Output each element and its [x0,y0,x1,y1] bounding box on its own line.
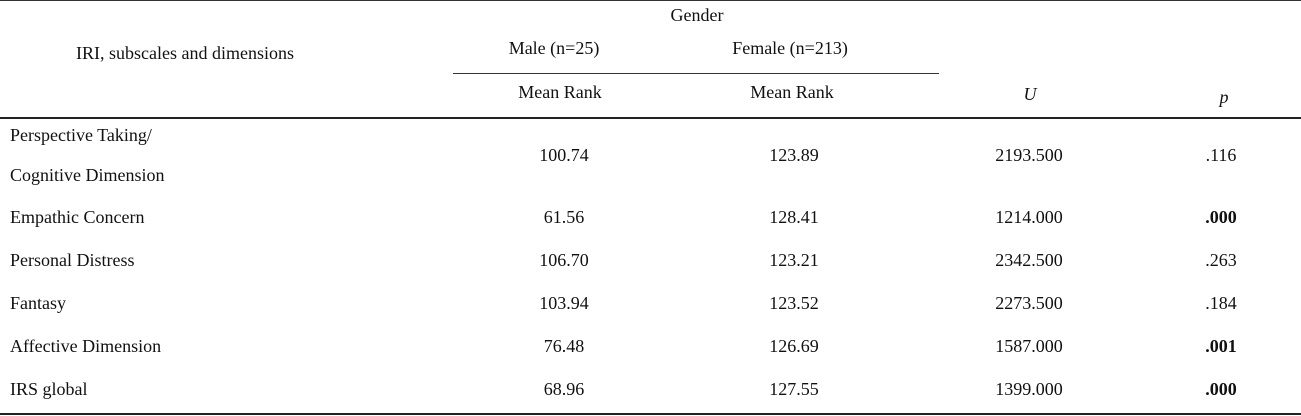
u-header: U [1023,84,1037,104]
u-value: 1399.000 [995,379,1063,399]
top-rule [0,0,1301,1]
u-value: 1214.000 [995,207,1063,227]
male-value: 106.70 [539,250,589,270]
female-mean-rank-header: Mean Rank [750,82,834,102]
male-value: 100.74 [539,145,589,165]
p-value: .263 [1205,250,1237,270]
row-label: Fantasy [10,293,66,313]
u-value: 2342.500 [995,250,1063,270]
female-value: 123.21 [769,250,819,270]
male-value: 68.96 [543,379,585,399]
u-value: 1587.000 [995,336,1063,356]
row-label: Perspective Taking/ [10,125,152,145]
row-label: IRS global [10,379,88,399]
female-value: 123.89 [769,145,819,165]
row-label: Cognitive Dimension [10,165,165,185]
female-value: 126.69 [769,336,819,356]
row-label: Empathic Concern [10,207,145,227]
bottom-rule [0,413,1301,415]
male-value: 61.56 [543,207,585,227]
row-label-header: IRI, subscales and dimensions [76,43,294,63]
gender-header: Gender [670,5,724,25]
male-value: 76.48 [543,336,585,356]
u-value: 2273.500 [995,293,1063,313]
p-value: .184 [1205,293,1237,313]
female-value: 128.41 [769,207,819,227]
female-value: 123.52 [769,293,819,313]
male-mean-rank-header: Mean Rank [518,82,602,102]
female-value: 127.55 [769,379,819,399]
row-label: Affective Dimension [10,336,162,356]
female-header: Female (n=213) [732,38,848,58]
p-value: .000 [1205,379,1237,399]
p-value: .001 [1205,336,1237,356]
row-label: Personal Distress [10,250,135,270]
gender-rule [453,73,939,74]
male-value: 103.94 [539,293,589,313]
male-header: Male (n=25) [508,38,600,58]
header-rule [0,117,1301,119]
p-value: .000 [1205,207,1237,227]
u-value: 2193.500 [995,145,1063,165]
p-header: p [1219,87,1229,107]
p-value: .116 [1205,145,1237,165]
